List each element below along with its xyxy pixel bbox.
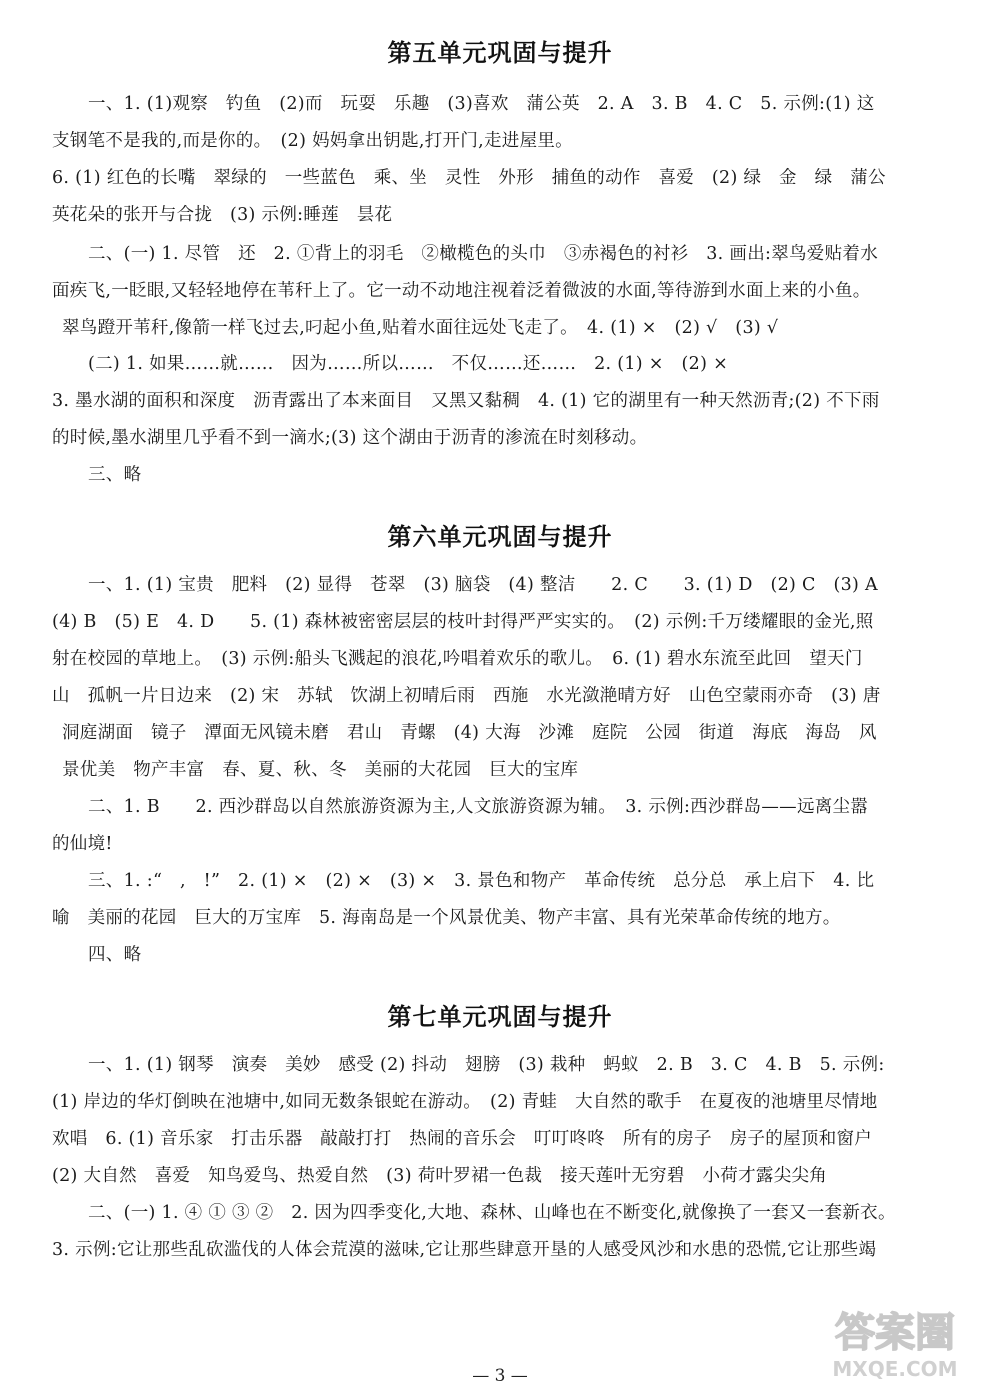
text-line: (二) 1. 如果……就…… 因为……所以…… 不仅……还…… 2. (1) × (2) ×: [88, 354, 729, 374]
text-line: 二、(一) 1. 尽管 还 2. ①背上的羽毛 ②橄榄色的头巾 ③赤褐色的衬衫 3. 画出:翠鸟爱贴着水: [88, 244, 878, 264]
text-line: (2) 大自然 喜爱 知鸟爱鸟、热爱自然 (3) 荷叶罗裙一色裁 接天莲叶无穷碧 小荷才露尖尖角: [52, 1166, 828, 1186]
text-line: 山 孤帆一片日边来 (2) 宋 苏轼 饮湖上初晴后雨 西施 水光潋滟晴方好 山色空蒙雨亦奇 (3) 唐: [52, 686, 881, 706]
text-line: 一、1. (1) 钢琴 演奏 美妙 感受 (2) 抖动 翅膀 (3) 栽种 蚂蚁 2. B 3. C 4. B 5. 示例:: [88, 1055, 885, 1075]
section-title-unit7: 第七单元巩固与提升: [387, 1003, 613, 1031]
text-line: 欢唱 6. (1) 音乐家 打击乐器 敲敲打打 热闹的音乐会 叮叮咚咚 所有的房子 房子的屋顶和窗户: [52, 1129, 873, 1149]
text-line: 3. 墨水湖的面积和深度 沥青露出了本来面目 又黑又黏稠 4. (1) 它的湖里有一种天然沥青;(2) 不下雨: [52, 391, 880, 411]
watermark-url: MXQE.COM: [832, 1357, 958, 1381]
section-title-unit5: 第五单元巩固与提升: [387, 39, 613, 67]
text-line: 一、1. (1) 宝贵 肥料 (2) 显得 苍翠 (3) 脑袋 (4) 整洁 2. C 3. (1) D (2) C (3) A: [88, 575, 878, 595]
text-line: 翠鸟蹬开苇秆,像箭一样飞过去,叼起小鱼,贴着水面往远处飞走了。 4. (1) × (2) √ (3) √: [62, 318, 779, 338]
text-line: 6. (1) 红色的长嘴 翠绿的 一些蓝色 乘、坐 灵性 外形 捕鱼的动作 喜爱 (2) 绿 金 绿 蒲公: [52, 168, 886, 188]
text-line: 的仙境!: [52, 834, 113, 854]
text-line: (1) 岸边的华灯倒映在池塘中,如同无数条银蛇在游动。 (2) 青蛙 大自然的歌手 在夏夜的池塘里尽情地: [52, 1092, 878, 1112]
text-line: 洞庭湖面 镜子 潭面无风镜未磨 君山 青螺 (4) 大海 沙滩 庭院 公园 街道 海底 海岛 风: [62, 723, 877, 743]
section-title-unit6: 第六单元巩固与提升: [387, 523, 613, 551]
text-line: 景优美 物产丰富 春、夏、秋、冬 美丽的大花园 巨大的宝库: [62, 760, 579, 780]
text-line: (4) B (5) E 4. D 5. (1) 森林被密密层层的枝叶封得严严实实的。 (2) 示例:千万缕耀眼的金光,照: [52, 612, 874, 632]
text-line: 喻 美丽的花园 巨大的万宝库 5. 海南岛是一个风景优美、物产丰富、具有光荣革命传统的地方。: [52, 908, 841, 928]
page-number: — 3 —: [472, 1366, 528, 1386]
text-line: 三、1. :“ , !” 2. (1) × (2) × (3) × 3. 景色和物产 革命传统 总分总 承上启下 4. 比: [88, 871, 875, 891]
text-line: 一、1. (1)观察 钓鱼 (2)而 玩耍 乐趣 (3)喜欢 蒲公英 2. A 3. B 4. C 5. 示例:(1) 这: [88, 94, 875, 114]
watermark-logo-text: 答案圈: [835, 1310, 955, 1356]
text-line: 3. 示例:它让那些乱砍滥伐的人体会荒漠的滋味,它让那些肆意开垦的人感受风沙和水患的恐慌,它让那些竭: [52, 1240, 877, 1260]
text-line: 四、略: [88, 945, 142, 965]
text-line: 支钢笔不是我的,而是你的。 (2) 妈妈拿出钥匙,打开门,走进屋里。: [52, 131, 573, 151]
text-line: 射在校园的草地上。 (3) 示例:船头飞溅起的浪花,吟唱着欢乐的歌儿。 6. (1) 碧水东流至此回 望天门: [52, 649, 863, 669]
text-line: 三、略: [88, 465, 142, 485]
text-line: 二、(一) 1. ④ ① ③ ② 2. 因为四季变化,大地、森林、山峰也在不断变化,就像换了一套又一套新衣。: [88, 1203, 896, 1223]
text-line: 面疾飞,一眨眼,又轻轻地停在苇秆上了。它一动不动地注视着泛着微波的水面,等待游到水面上来的小鱼。: [52, 281, 871, 301]
text-line: 二、1. B 2. 西沙群岛以自然旅游资源为主,人文旅游资源为辅。 3. 示例:西沙群岛——远离尘嚣: [88, 797, 869, 817]
text-line: 英花朵的张开与合拢 (3) 示例:睡莲 昙花: [52, 205, 393, 225]
text-line: 的时候,墨水湖里几乎看不到一滴水;(3) 这个湖由于沥青的渗流在时刻移动。: [52, 428, 648, 448]
